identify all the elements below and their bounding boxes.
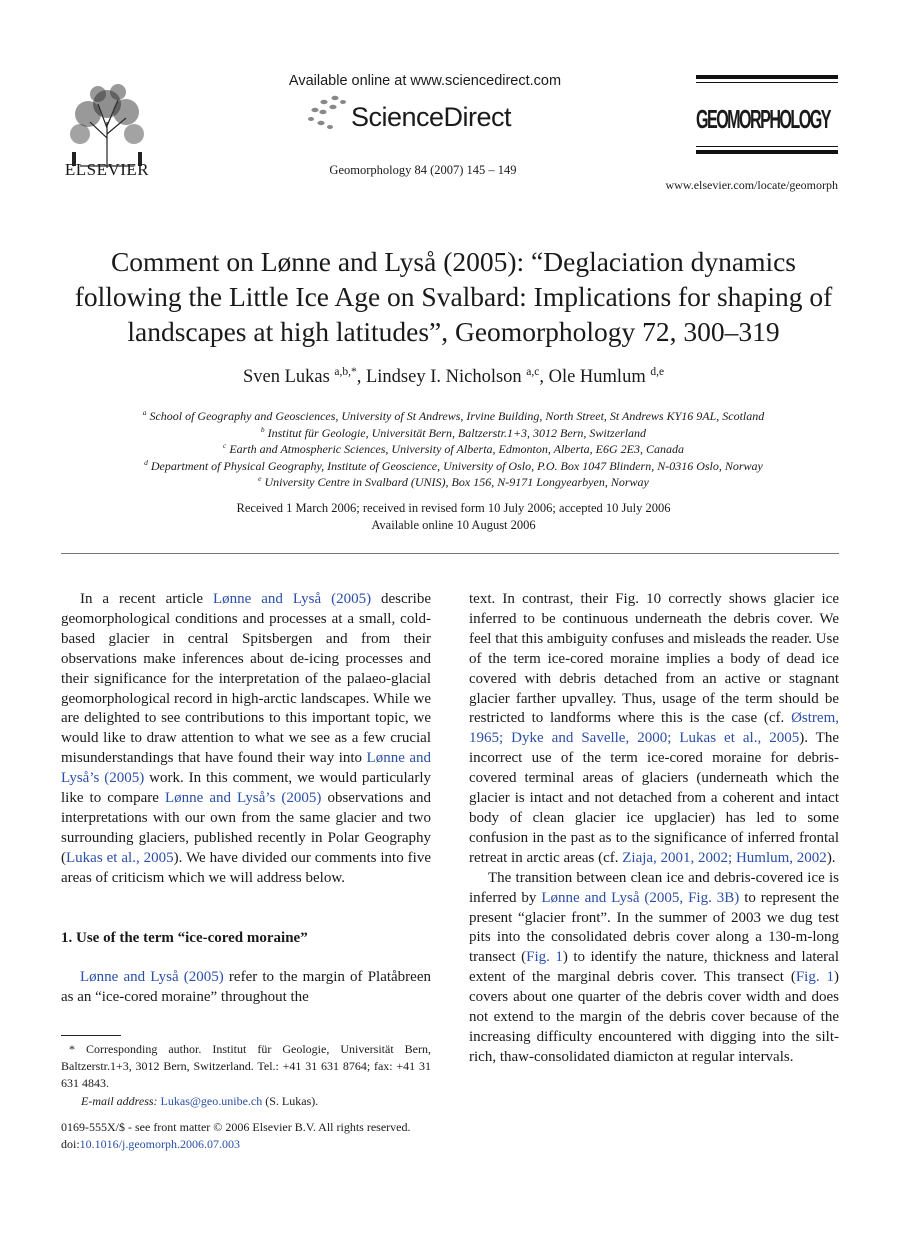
citation-link[interactable]: Lønne and Lyså’s (2005) <box>61 750 431 787</box>
affiliation <box>60 441 847 457</box>
text-run: ). <box>826 849 836 866</box>
footnote-rule <box>61 1035 121 1036</box>
text-run: * Corresponding author. Institut für Geologie, Universität Bern, Baltzerstr.1+3, 3012 Bern, Switzerland. Tel.: +41 31 631 8764; fax: +41 31 631 4843. <box>61 1042 431 1091</box>
article-title-line: landscapes at high latitudes”, Geomorphology 72, 300–319 <box>127 316 780 347</box>
text-run: The transition between clean ice and debris-covered ice is inferred by <box>469 869 839 906</box>
body-paragraph <box>61 590 431 889</box>
affiliation <box>60 458 847 474</box>
corresponding-author-footnote <box>61 1041 431 1110</box>
affiliation-text: Earth and Atmospheric Sciences, University of Alberta, Edmonton, Alberta, E6G 2E3, Canada <box>229 442 684 456</box>
text-run: ) covers about one quarter of the debris cover width and does not extend to the margin of the debris cover because of the increasing difficulty encountered with digging into the silt-rich, thaw-consolidated diamicton at regular intervals. <box>469 969 839 1065</box>
body-column-left-continued <box>61 968 431 1008</box>
affiliation-label: b <box>260 425 265 434</box>
author-name: Ole Humlum <box>548 367 646 388</box>
affiliation-label: e <box>258 474 262 483</box>
citation-link[interactable]: Lukas et al., 2005 <box>66 849 174 866</box>
text-run: ) to identify the nature, thickness and lateral extent of the marginal debris cover. This transect ( <box>469 949 840 986</box>
author-superscript[interactable]: a,c <box>526 366 540 378</box>
author-superscript[interactable]: a,b,* <box>334 366 357 378</box>
article-title-line: Comment on Lønne and Lyså (2005): “Deglaciation dynamics <box>110 246 797 277</box>
doi-link[interactable]: 10.1016/j.geomorph.2006.07.003 <box>79 1137 240 1151</box>
text-run: text. In contrast, their Fig. 10 correctly shows glacier ice inferred to be continuous underneath the debris cover. We feel that this ambiguity confuses and misleads the reader. Use of the term ice-cored moraine implies a body of dead ice covered with debris detached from an active or stagnant glacier farther upvalley. Thus, usage of the term should be restricted to landforms where this is the case (cf. <box>469 591 839 727</box>
journal-logo-title: GEOMORPHOLOGY <box>696 104 830 134</box>
affiliation <box>60 408 847 424</box>
text-run: describe geomorphological conditions and processes at a small, cold-based glacier in central Spitsbergen and from their observations make inferences about de-icing processes and their significance for the interpretation of the palaeo-glacial geomorphological record in high-arctic landscapes. While we are delighted to see contributions to this important topic, we would like to draw attention to what we see as a few crucial misunderstandings that have found their way into <box>61 591 431 767</box>
sciencedirect-logo-text: ScienceDirect <box>351 102 512 132</box>
journal-logo-rule <box>696 146 838 147</box>
received-dates: Received 1 March 2006; received in revised form 10 July 2006; accepted 10 July 2006 <box>236 501 671 515</box>
doi-prefix: doi: <box>61 1137 80 1151</box>
text-run: ). We have divided our comments into five areas of criticism which we will address below. <box>61 849 431 886</box>
copyright-line: 0169-555X/$ - see front matter © 2006 Elsevier B.V. All rights reserved. <box>61 1120 411 1134</box>
body-paragraph <box>61 968 431 1008</box>
text-run: E-mail address: <box>81 1093 161 1108</box>
citation-link[interactable]: Lønne and Lyså (2005, Fig. 3B) <box>541 889 740 906</box>
journal-logo-rule <box>696 82 838 83</box>
text-run: ). The incorrect use of the term ice-cored moraine for debris-covered terminal areas of glaciers (underneath which the glacier is intact and not detached from a coherent and intact body of clean glacier ice upglacier) has led to some confusion in the past as to the significance of inferred frontal retreat in arctic areas (cf. <box>469 730 839 866</box>
citation-link[interactable]: Østrem, 1965; Dyke and Savelle, 2000; Lukas et al., 2005 <box>469 710 839 747</box>
body-column-left <box>61 590 431 889</box>
journal-logo-rule <box>696 150 838 154</box>
affiliation-label: a <box>142 408 147 417</box>
author-superscript[interactable]: d,e <box>650 366 665 378</box>
doi-line <box>61 1136 481 1153</box>
section-heading: 1. Use of the term “ice-cored moraine” <box>61 930 308 946</box>
body-paragraph <box>469 869 839 1068</box>
affiliation-label: c <box>223 441 227 450</box>
article-title <box>55 244 852 349</box>
citation-link[interactable]: Ziaja, 2001, 2002; Humlum, 2002 <box>622 849 827 866</box>
affiliation-text: University Centre in Svalbard (UNIS), Box 156, N-9171 Longyearbyen, Norway <box>264 475 649 489</box>
affiliation-label: d <box>144 458 148 467</box>
text-run: work. In this comment, we would particularly like to compare <box>61 770 432 807</box>
text-run: to represent the present “glacier front”. In the summer of 2003 we dug test pits into the consolidated debris cover along a 130-m-long transect ( <box>469 889 839 966</box>
article-title-line: following the Little Ice Age on Svalbard: Implications for shaping of <box>74 281 833 312</box>
citation-link[interactable]: Lønne and Lyså (2005) <box>80 969 224 985</box>
affiliation-text: School of Geography and Geosciences, University of St Andrews, Irvine Building, North Street, St Andrews KY16 9AL, Scotland <box>149 409 765 423</box>
affiliation <box>60 474 847 490</box>
citation-link[interactable]: Fig. 1 <box>526 949 563 966</box>
journal-logo-rule <box>696 75 838 79</box>
citation-link[interactable]: Lønne and Lyså’s (2005) <box>164 790 322 807</box>
text-run: observations and interpretations with our own from the same glacier and two surrounding glaciers, published recently in Polar Geography ( <box>61 790 432 866</box>
journal-url-link[interactable]: www.elsevier.com/locate/geomorph <box>665 178 838 192</box>
affiliation <box>60 425 847 441</box>
body-column-right <box>469 590 839 1068</box>
text-run: refer to the margin of Platåbreen as an “ice-cored moraine” throughout the <box>61 969 431 1005</box>
footnote-text <box>61 1041 431 1093</box>
author-separator: , <box>539 367 549 388</box>
affiliation-text: Department of Physical Geography, Institute of Geoscience, University of Oslo, P.O. Box 1047 Blindern, N-0316 Oslo, Norway <box>150 459 763 473</box>
affiliation-text: Institut für Geologie, Universität Bern, Baltzerstr.1+3, 3012 Bern, Switzerland <box>267 426 647 440</box>
journal-citation: Geomorphology 84 (2007) 145 – 149 <box>329 163 517 177</box>
citation-link[interactable]: Lønne and Lyså (2005) <box>212 591 372 607</box>
footnote-email <box>61 1093 431 1110</box>
author-separator: , <box>356 367 366 388</box>
copyright-block <box>61 1119 481 1153</box>
available-online-date: Available online 10 August 2006 <box>371 518 536 532</box>
available-online-text[interactable]: Available online at www.sciencedirect.com <box>288 73 562 89</box>
publisher-name: ELSEVIER <box>64 160 150 179</box>
citation-link[interactable]: Fig. 1 <box>795 969 834 986</box>
author-list <box>60 366 847 388</box>
author-name: Lindsey I. Nicholson <box>365 367 522 388</box>
citation-link[interactable]: Lukas@geo.unibe.ch <box>160 1093 263 1108</box>
text-run: In a recent article <box>80 591 213 607</box>
body-paragraph <box>469 590 839 869</box>
sciencedirect-dots-icon <box>306 93 346 133</box>
text-run: (S. Lukas). <box>262 1093 319 1108</box>
author-name: Sven Lukas <box>242 367 330 388</box>
header-divider <box>61 553 839 554</box>
